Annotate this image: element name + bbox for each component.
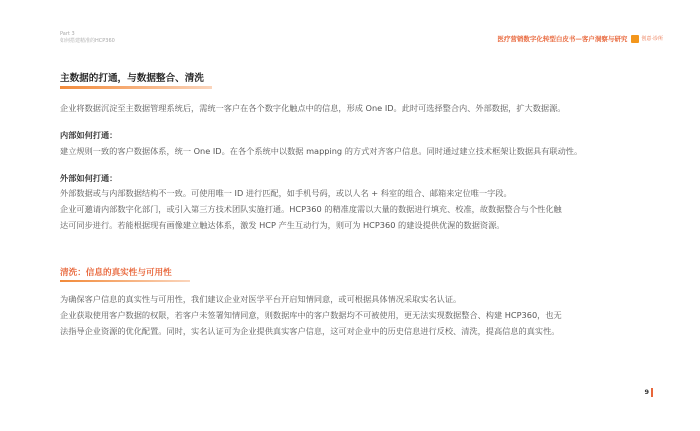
page-number: 9 [644, 388, 649, 396]
header-left [60, 31, 115, 45]
section-title: 主数据的打通，与数据整合、清洗 [60, 73, 204, 84]
intro-paragraph: 企业将数据沉淀至主数据管理系统后，需统一客户在各个数字化触点中的信息，形成 One ID。此时可选择整合内、外部数据，扩大数据源。 [60, 103, 566, 113]
logo-icon [631, 35, 639, 43]
brand-logo [631, 35, 663, 43]
cleaning-line: 为确保客户信息的真实性与可用性，我们建议企业对医学平台开启知情同意，或可根据具体情况采取实名认证。 [60, 294, 462, 304]
external-line: 外部数据或与内部数据结构不一致。可使用唯一 ID 进行匹配，如手机号码，或以人名 + 科室的组合、邮箱来定位唯一字段。 [60, 188, 512, 198]
section-title-underline [60, 86, 212, 89]
external-line: 企业可邀请内部数字化部门，或引入第三方技术团队实施打通。HCP360 的精准度需以大量的数据进行填充、校准，故数据整合与个性化触 [60, 204, 562, 214]
header-right [497, 34, 663, 43]
internal-paragraph: 建立规则一致的客户数据体系，统一 One ID。在各个系统中以数据 mapping 的方式对齐客户信息。同时通过建立技术框架让数据具有联动性。 [60, 146, 583, 156]
external-line: 达可同步进行。若能根据现有画像建立触达体系，激发 HCP 产生互动行为，则可为 HCP360 的建设提供优渥的数据资源。 [60, 220, 505, 230]
part-label: Part 3 [60, 31, 75, 37]
report-title: 医疗营销数字化转型白皮书—客户洞察与研究 [497, 35, 628, 43]
logo-text: 创意·诊所 [641, 36, 663, 42]
internal-heading: 内部如何打通： [60, 130, 118, 140]
part-subtitle: 如何搭建精准的HCP360 [60, 38, 115, 44]
cleaning-line: 法指导企业资源的优化配置。同时，实名认证可为企业提供真实客户信息，这可对企业中的历史信息进行反校、清洗，提高信息的真实性。 [60, 326, 560, 336]
cleaning-title-underline [60, 280, 190, 282]
cleaning-line: 企业获取使用客户数据的权限，若客户未签署知情同意，则数据库中的客户数据均不可被使用，更无法实现数据整合、构建 HCP360，也无 [60, 310, 562, 320]
cleaning-section-title: 清洗：信息的真实性与可用性 [60, 268, 172, 278]
external-heading: 外部如何打通： [60, 173, 118, 183]
page-number-bar [651, 388, 653, 397]
